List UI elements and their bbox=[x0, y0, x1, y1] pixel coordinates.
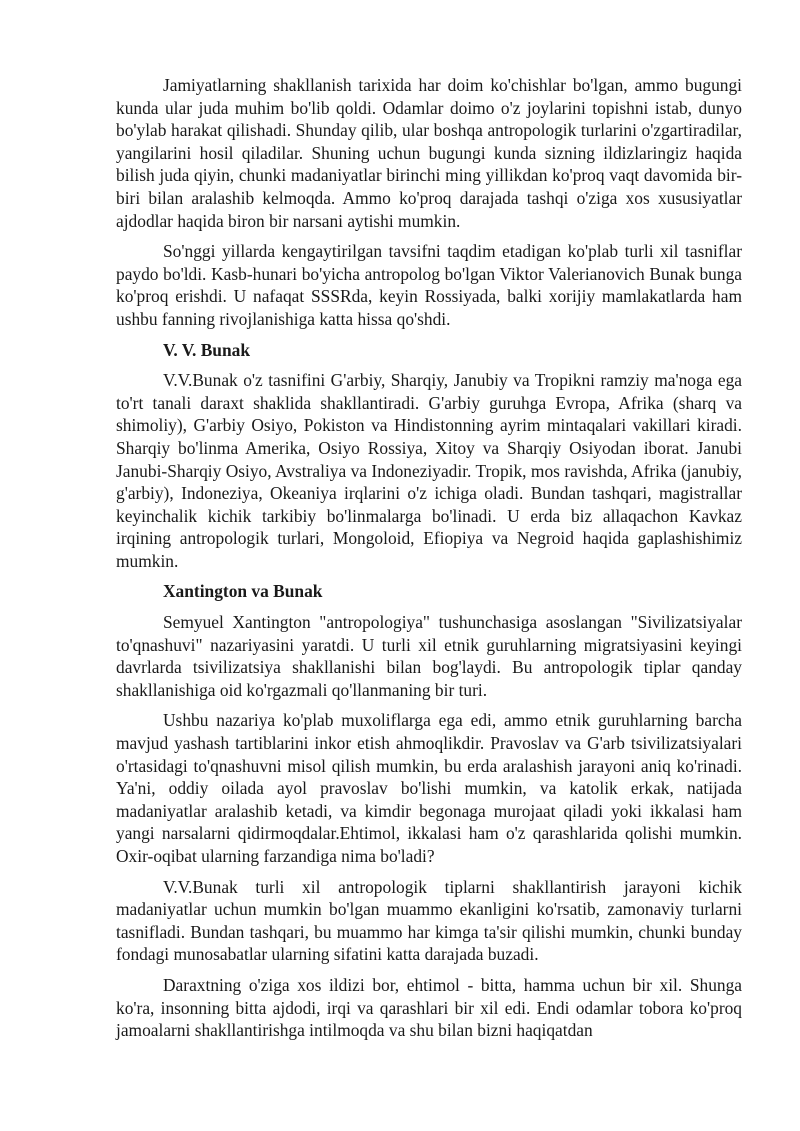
section-heading-bunak: V. V. Bunak bbox=[163, 339, 251, 360]
paragraph-classifications: So'nggi yillarda kengaytirilgan tavsifni taqdim etadigan ko'plab turli xil tasniflar paydo bo'ldi. Kasb-hunari bo'yicha antropolog bo'lgan Viktor Valerianovich Bunak bunga ko'proq erishdi. U nafaqat SSSRda, keyin Rossiyada, balki xorijiy mamlakatlarda ham ushbu fanning rivojlanishiga katta hissa qo'shdi. bbox=[116, 241, 742, 329]
document-page bbox=[116, 74, 742, 1050]
section-heading-huntington-bunak: Xantington va Bunak bbox=[163, 581, 323, 602]
paragraph-modern-types: V.V.Bunak turli xil antropologik tiplarni shakllantirish jarayoni kichik madaniyatlar uchun mumkin bo'lgan muammo ekanligini ko'rsatib, zamonaviy turlarni tasnifladi. Bundan tashqari, bu muammo har kimga ta'sir qilishi mumkin, chunki bunday fondagi munosabatlar ularning sifatini katta darajada buzadi. bbox=[116, 876, 742, 965]
paragraph-opponents: Ushbu nazariya ko'plab muxoliflarga ega edi, ammo etnik guruhlarning barcha mavjud yashash tartiblarini inkor etish ahmoqlikdir. Pravoslav va G'arb tsivilizatsiyalari o'rtasidagi to'qnashuvni misol qilish mumkin, bu erda aralashish jarayoni aniq ko'rinadi. Ya'ni, oddiy oilada ayol pravoslav bo'lishi mumkin, va katolik erkak, natijada madaniyatlar aralashib ketadi, va kimdir begonaga murojaat qiladi yoki ikkalasi ham yangi narsalarni qidirmoqdalar.Ehtimol, ikkalasi ham o'z qarashlarida qolishi mumkin. Oxir-oqibat ularning farzandiga nima bo'ladi? bbox=[116, 710, 742, 866]
paragraph-bunak-tree: V.V.Bunak o'z tasnifini G'arbiy, Sharqiy, Janubiy va Tropikni ramziy ma'noga ega to'rt tanali daraxt shaklida shakllantiradi. G'arbiy guruhga Evropa, Afrika (sharq va shimoliy), G'arbiy Osiyo, Pokiston va Hindistonning ayrim mintaqalari vakillari kiradi. Sharqiy bo'linma Amerika, Osiyo Rossiya, Xitoy va Sharqiy Osiyodan iborat. Janubi Janubi-Sharqiy Osiyo, Avstraliya va Indoneziyadir. Tropik, mos ravishda, Afrika (janubiy, g'arbiy), Indoneziya, Okeaniya irqlarini o'z ichiga oladi. Bundan tashqari, magistrallar keyinchalik kichik tarkibiy bo'linmalarga bo'linadi. U erda biz allaqachon Kavkaz irqining antropologik turlari, Mongoloid, Efiopiya va Negroid haqida gaplashishimiz mumkin. bbox=[116, 370, 742, 571]
paragraph-tree-root: Daraxtning o'ziga xos ildizi bor, ehtimol - bitta, hamma uchun bir xil. Shunga ko'ra, insonning bitta ajdodi, irqi va qarashlari bir xil edi. Endi odamlar tobora ko'proq jamoalarni shakllantirishga intilmoqda va shu bilan bizni haqiqatdan bbox=[116, 974, 742, 1041]
paragraph-clash-of-civilizations: Semyuel Xantington "antropologiya" tushunchasiga asoslangan "Sivilizatsiyalar to'qnashuvi" nazariyasini yaratdi. U turli xil etnik guruhlarning migratsiyasini keyingi davrlarda tsivilizatsiya shakllanishi bilan bog'laydi. Bu antropologik tiplar qanday shakllanishiga oid ko'rgazmali qo'llanmaning bir turi. bbox=[116, 612, 742, 700]
paragraph-migration-history: Jamiyatlarning shakllanish tarixida har doim ko'chishlar bo'lgan, ammo bugungi kunda ular juda muhim bo'lib qoldi. Odamlar doimo o'z joylarini topishni istab, dunyo bo'ylab harakat qilishadi. Shunday qilib, ular boshqa antropologik turlarini o'zgartiradilar, yangilarini hosil qiladilar. Shuning uchun bugungi kunda sizning ildizlaringiz haqida bilish juda qiyin, chunki madaniyatlar birinchi ming yillikdan ko'proq vaqt davomida bir-biri bilan aralashib kelmoqda. Ammo ko'proq darajada tashqi o'ziga xos xususiyatlar ajdodlar haqida biron bir narsani aytishi mumkin. bbox=[116, 75, 742, 231]
